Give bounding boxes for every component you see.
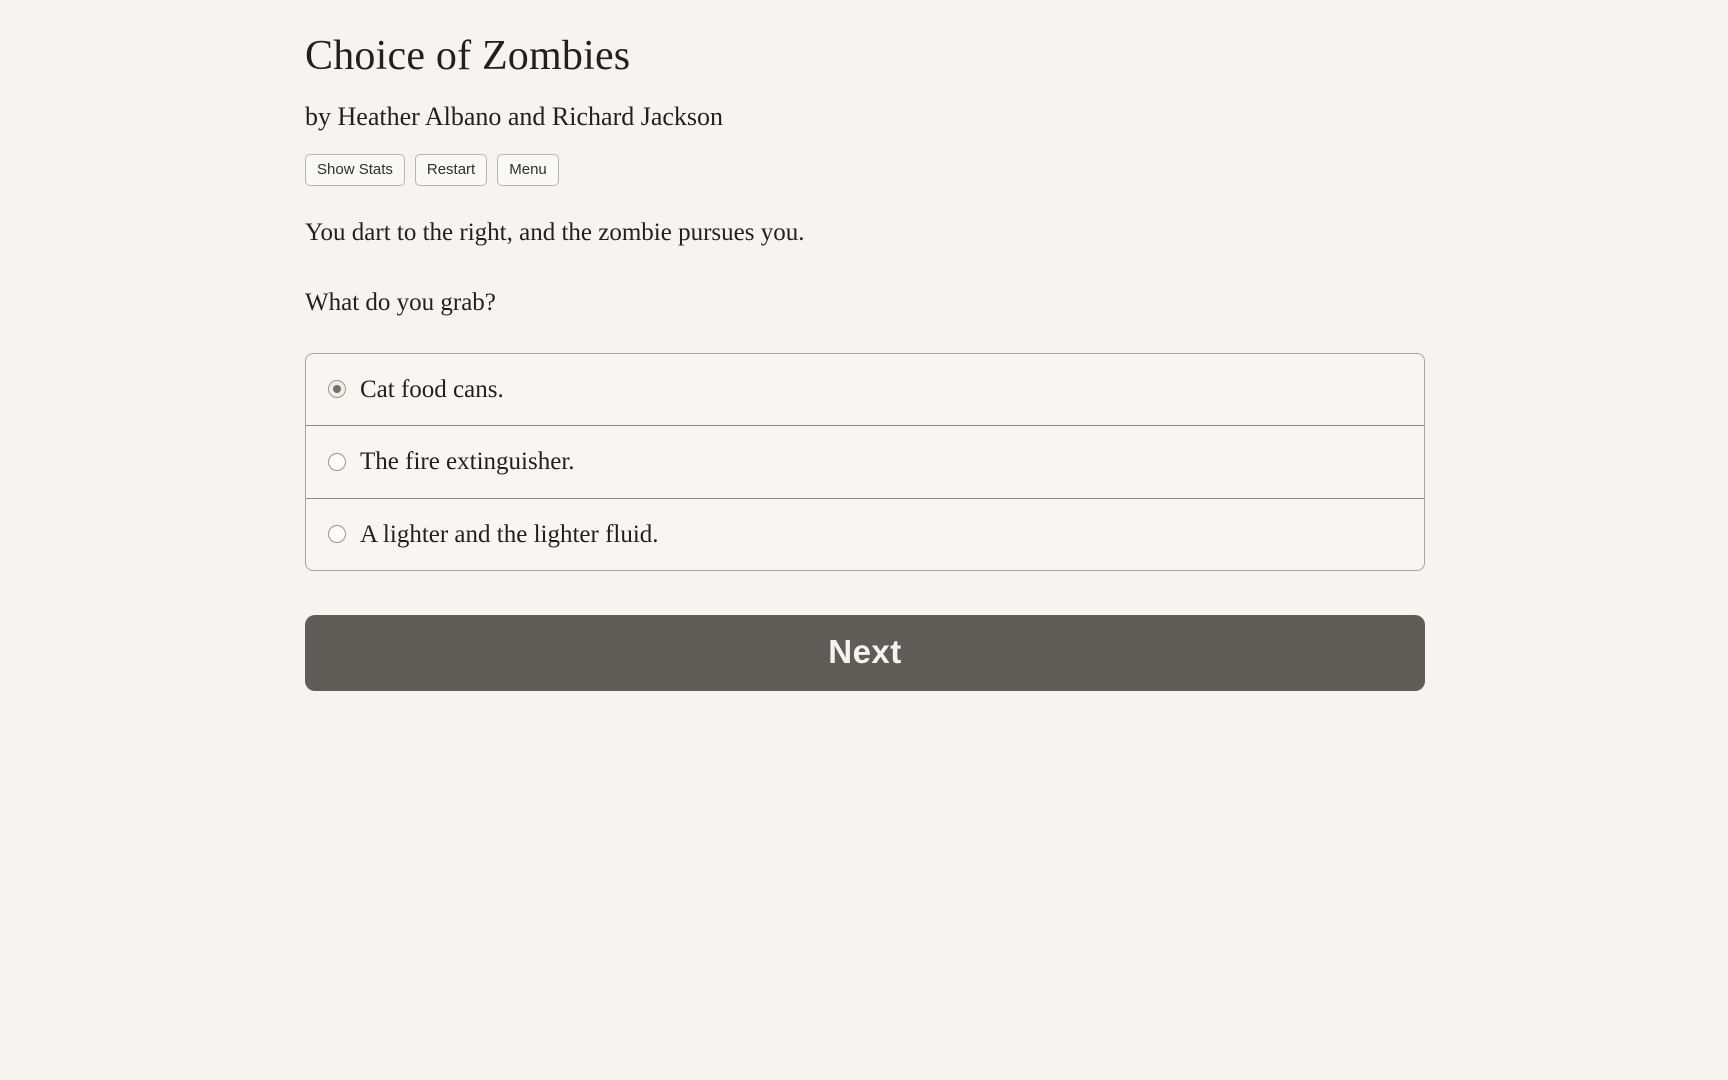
next-button[interactable]: Next (305, 615, 1425, 691)
radio-icon[interactable] (328, 453, 346, 471)
choice-option-2-label: The fire extinguisher. (360, 448, 575, 475)
restart-button[interactable]: Restart (415, 154, 487, 186)
game-toolbar (305, 154, 1425, 186)
story-paragraph: You dart to the right, and the zombie pursues you. (305, 219, 805, 246)
choice-option-1[interactable] (306, 354, 1424, 427)
author-byline: by Heather Albano and Richard Jackson (305, 102, 724, 131)
page-title: Choice of Zombies (305, 33, 631, 79)
show-stats-button[interactable]: Show Stats (305, 154, 405, 186)
choice-option-3[interactable] (306, 499, 1424, 571)
radio-icon[interactable] (328, 525, 346, 543)
choice-option-1-label: Cat food cans. (360, 375, 504, 403)
menu-button[interactable]: Menu (497, 154, 559, 186)
choice-list (305, 353, 1425, 572)
story-question: What do you grab? (305, 288, 496, 316)
choice-option-2[interactable] (306, 426, 1424, 499)
choice-option-3-label: A lighter and the lighter fluid. (360, 520, 659, 548)
radio-icon-selected[interactable] (328, 380, 346, 398)
game-content-column (305, 0, 1425, 691)
